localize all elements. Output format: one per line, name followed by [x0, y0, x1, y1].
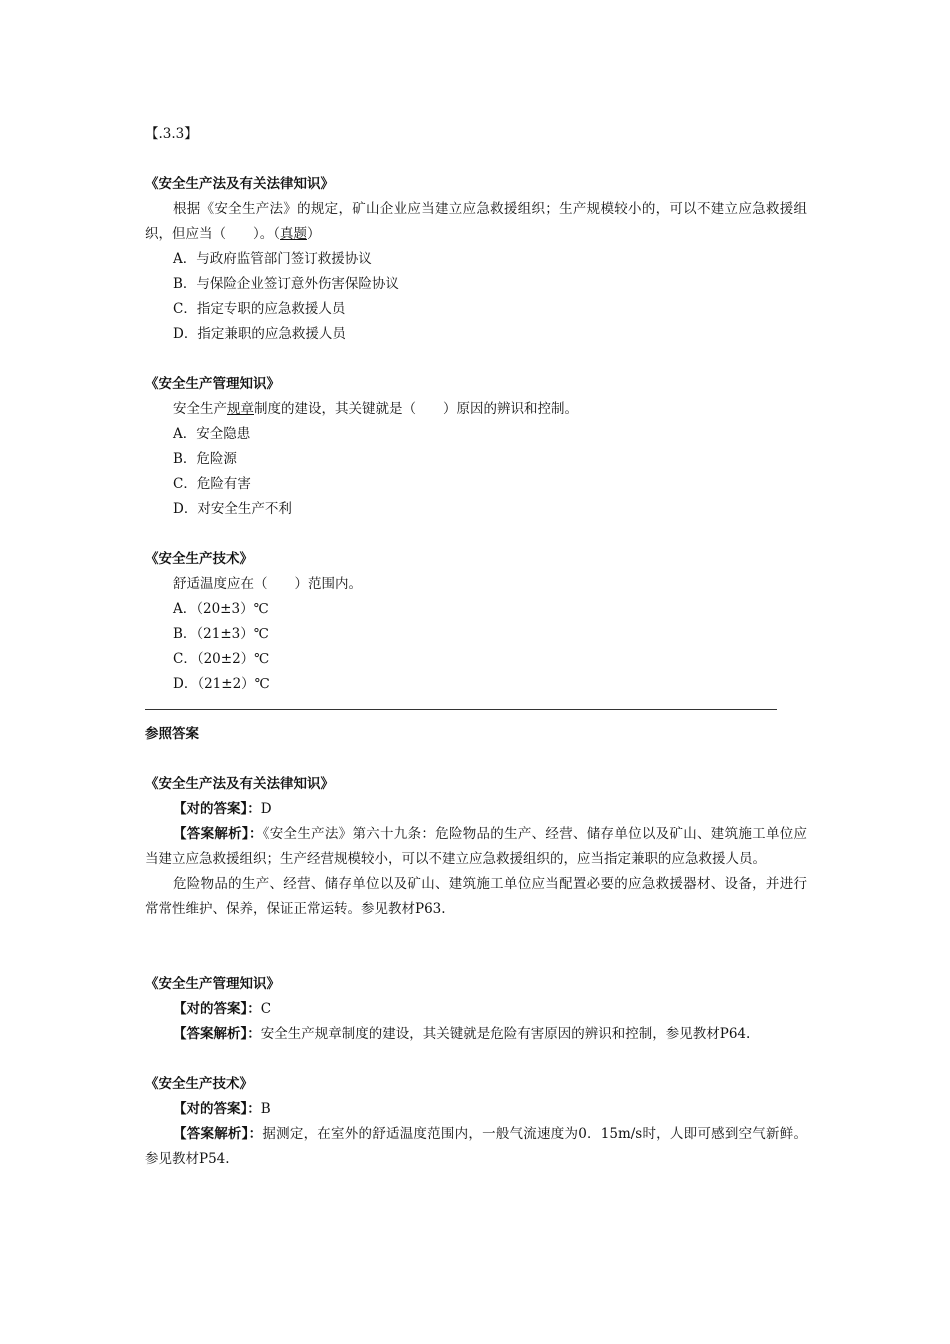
document-page: [145, 122, 807, 1172]
a1-correct-value: D: [260, 801, 272, 817]
a3-correct: [145, 1097, 807, 1122]
q1-option-d: D．指定兼职的应急救援人员: [173, 326, 346, 342]
a2-correct-value: C: [260, 1001, 272, 1017]
a3-subject: 《安全生产技术》: [145, 1076, 253, 1092]
a3-analysis: [145, 1122, 807, 1172]
q2-option-d: D．对安全生产不利: [173, 501, 292, 517]
q1-stem-link[interactable]: 真题: [280, 226, 307, 242]
a1-analysis: [145, 822, 807, 872]
a3-correct-value: B: [260, 1101, 271, 1117]
q3-option-d: D．（21±2）℃: [173, 676, 270, 692]
q2-option-c: C．危险有害: [173, 476, 251, 492]
q1-subject: 《安全生产法及有关法律知识》: [145, 176, 334, 192]
a3-correct-label: 【对的答案】：: [173, 1101, 261, 1117]
q1-stem: [145, 197, 807, 247]
q3-stem: 舒适温度应在（ ）范围内。: [173, 576, 362, 592]
a3-analysis-label: 【答案解析】：: [173, 1126, 263, 1142]
a1-subject: 《安全生产法及有关法律知识》: [145, 776, 334, 792]
q3-subject: 《安全生产技术》: [145, 551, 253, 567]
q1-option-b: B．与保险企业签订意外伤害保险协议: [173, 276, 399, 292]
q1-option-c: C．指定专职的应急救援人员: [173, 301, 346, 317]
q2-subject: 《安全生产管理知识》: [145, 376, 280, 392]
a1-correct-label: 【对的答案】：: [173, 801, 261, 817]
q1-option-a: A．与政府监管部门签订救援协议: [173, 251, 372, 267]
a1-analysis-label: 【答案解析】：: [173, 826, 263, 842]
q3-option-a: A．（20±3）℃: [173, 601, 269, 617]
q2-stem-end: 制度的建设，其关键就是（ ）原因的辨识和控制。: [254, 401, 578, 417]
section-divider: [145, 709, 777, 710]
a3-analysis-text: 据测定，在室外的舒适温度范围内，一般气流速度为0．15m/s时，人即可感到空气新鲜。参见教材P54.: [145, 1126, 807, 1167]
a2-correct: [145, 997, 807, 1022]
q1-stem-text: 根据《安全生产法》的规定，矿山企业应当建立应急救援组织；生产规模较小的，可以不建立应急救援组织，但应当（ ）。（: [145, 201, 807, 242]
q2-stem: [145, 397, 807, 422]
q3-option-c: C．（20±2）℃: [173, 651, 270, 667]
a2-analysis-text: 安全生产规章制度的建设，其关键就是危险有害原因的辨识和控制，参见教材P64.: [260, 1026, 751, 1042]
q2-stem-link[interactable]: 规章: [227, 401, 254, 417]
q2-option-b: B．危险源: [173, 451, 237, 467]
q1-stem-end: ）: [307, 226, 321, 242]
section-tag: 【.3.3】: [145, 126, 198, 142]
a2-subject: 《安全生产管理知识》: [145, 976, 280, 992]
q2-option-a: A．安全隐患: [173, 426, 251, 442]
a2-correct-label: 【对的答案】：: [173, 1001, 261, 1017]
answers-title: 参照答案: [145, 726, 199, 742]
a1-correct: [145, 797, 807, 822]
a2-analysis: [145, 1022, 807, 1047]
a2-analysis-label: 【答案解析】：: [173, 1026, 261, 1042]
a1-analysis-text: 《安全生产法》第六十九条：危险物品的生产、经营、储存单位以及矿山、建筑施工单位应当建立应急救援组织；生产经营规模较小，可以不建立应急救援组织的，应当指定兼职的应急救援人员。: [145, 826, 808, 867]
q2-stem-text: 安全生产: [173, 401, 227, 417]
q3-option-b: B．（21±3）℃: [173, 626, 269, 642]
a1-analysis-extra: 危险物品的生产、经营、储存单位以及矿山、建筑施工单位应当配置必要的应急救援器材、设备，并进行常常性维护、保养，保证正常运转。参见教材P63.: [145, 876, 807, 917]
